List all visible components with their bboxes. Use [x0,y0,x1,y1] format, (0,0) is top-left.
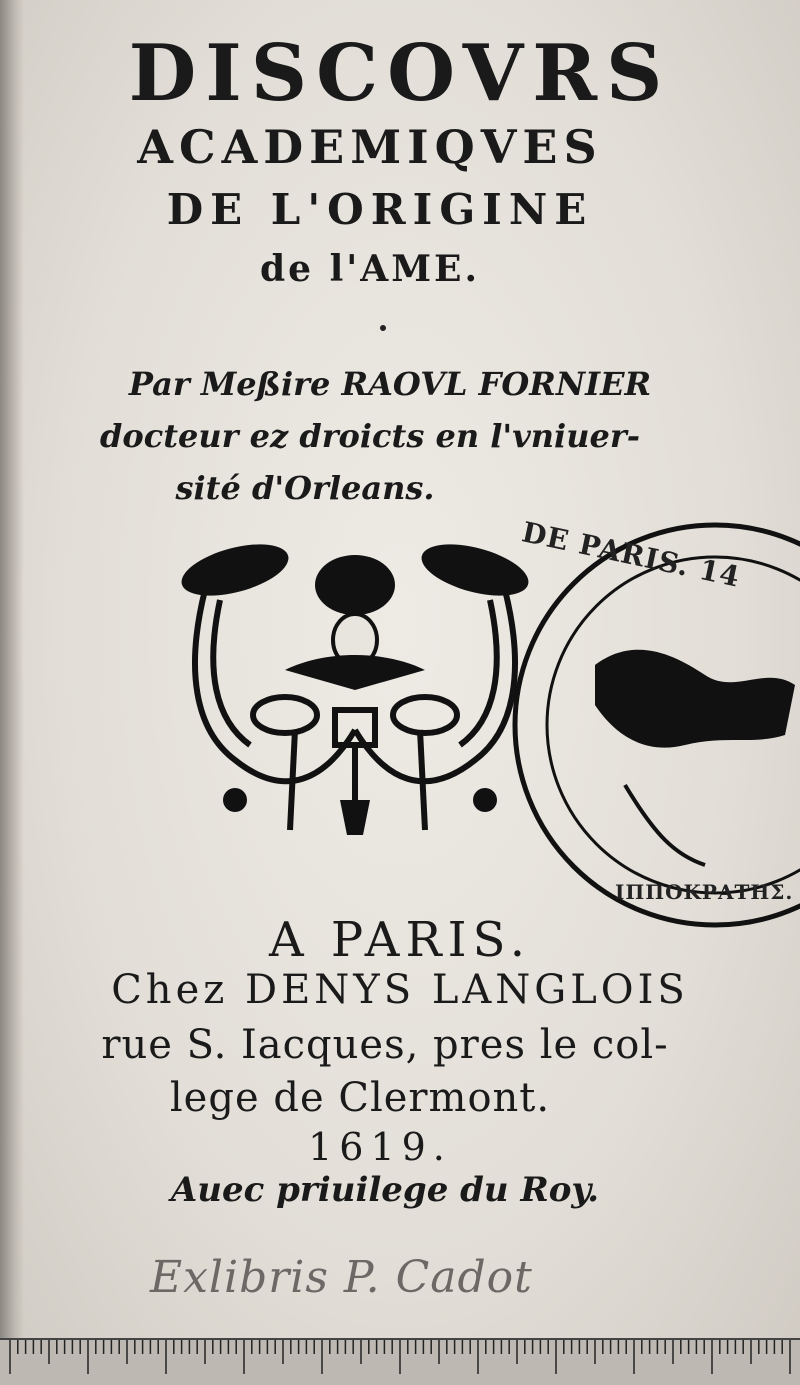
author-line-3: sité d'Orleans. [175,469,435,507]
author-line-2: docteur ez droicts en l'vniuer- [100,417,640,455]
stamp-bottom-text: ΙΠΠΟΚΡΑΤΗΣ. [615,880,794,904]
imprint-address-1: rue S. Iacques, pres le col- [101,1022,669,1068]
ruler-ticks-icon [0,1340,800,1385]
author-line-1: Par Meßire RAOVL FORNIER [128,365,652,403]
title-line-4: de l'AME. [259,248,481,290]
stamp-top-text: DE PARIS. 14 [518,515,744,594]
imprint-address-2: lege de Clermont. [169,1075,551,1121]
exlibris-signature: Exlibris P. Cadot [150,1252,533,1303]
woodcut-ornament-icon [175,530,535,850]
separator-dot [380,325,386,331]
title-line-1: DISCOVRS [128,28,672,119]
imprint-place: A PARIS. [268,912,531,968]
title-line-3: DE L'ORIGINE [166,185,594,234]
imprint-privilege: Auec priuilege du Roy. [170,1170,600,1210]
imprint-year: 1619. [308,1125,452,1169]
imprint-publisher: Chez DENYS LANGLOIS [111,967,689,1013]
measurement-ruler [0,1338,800,1385]
title-line-2: ACADEMIQVES [137,120,603,174]
